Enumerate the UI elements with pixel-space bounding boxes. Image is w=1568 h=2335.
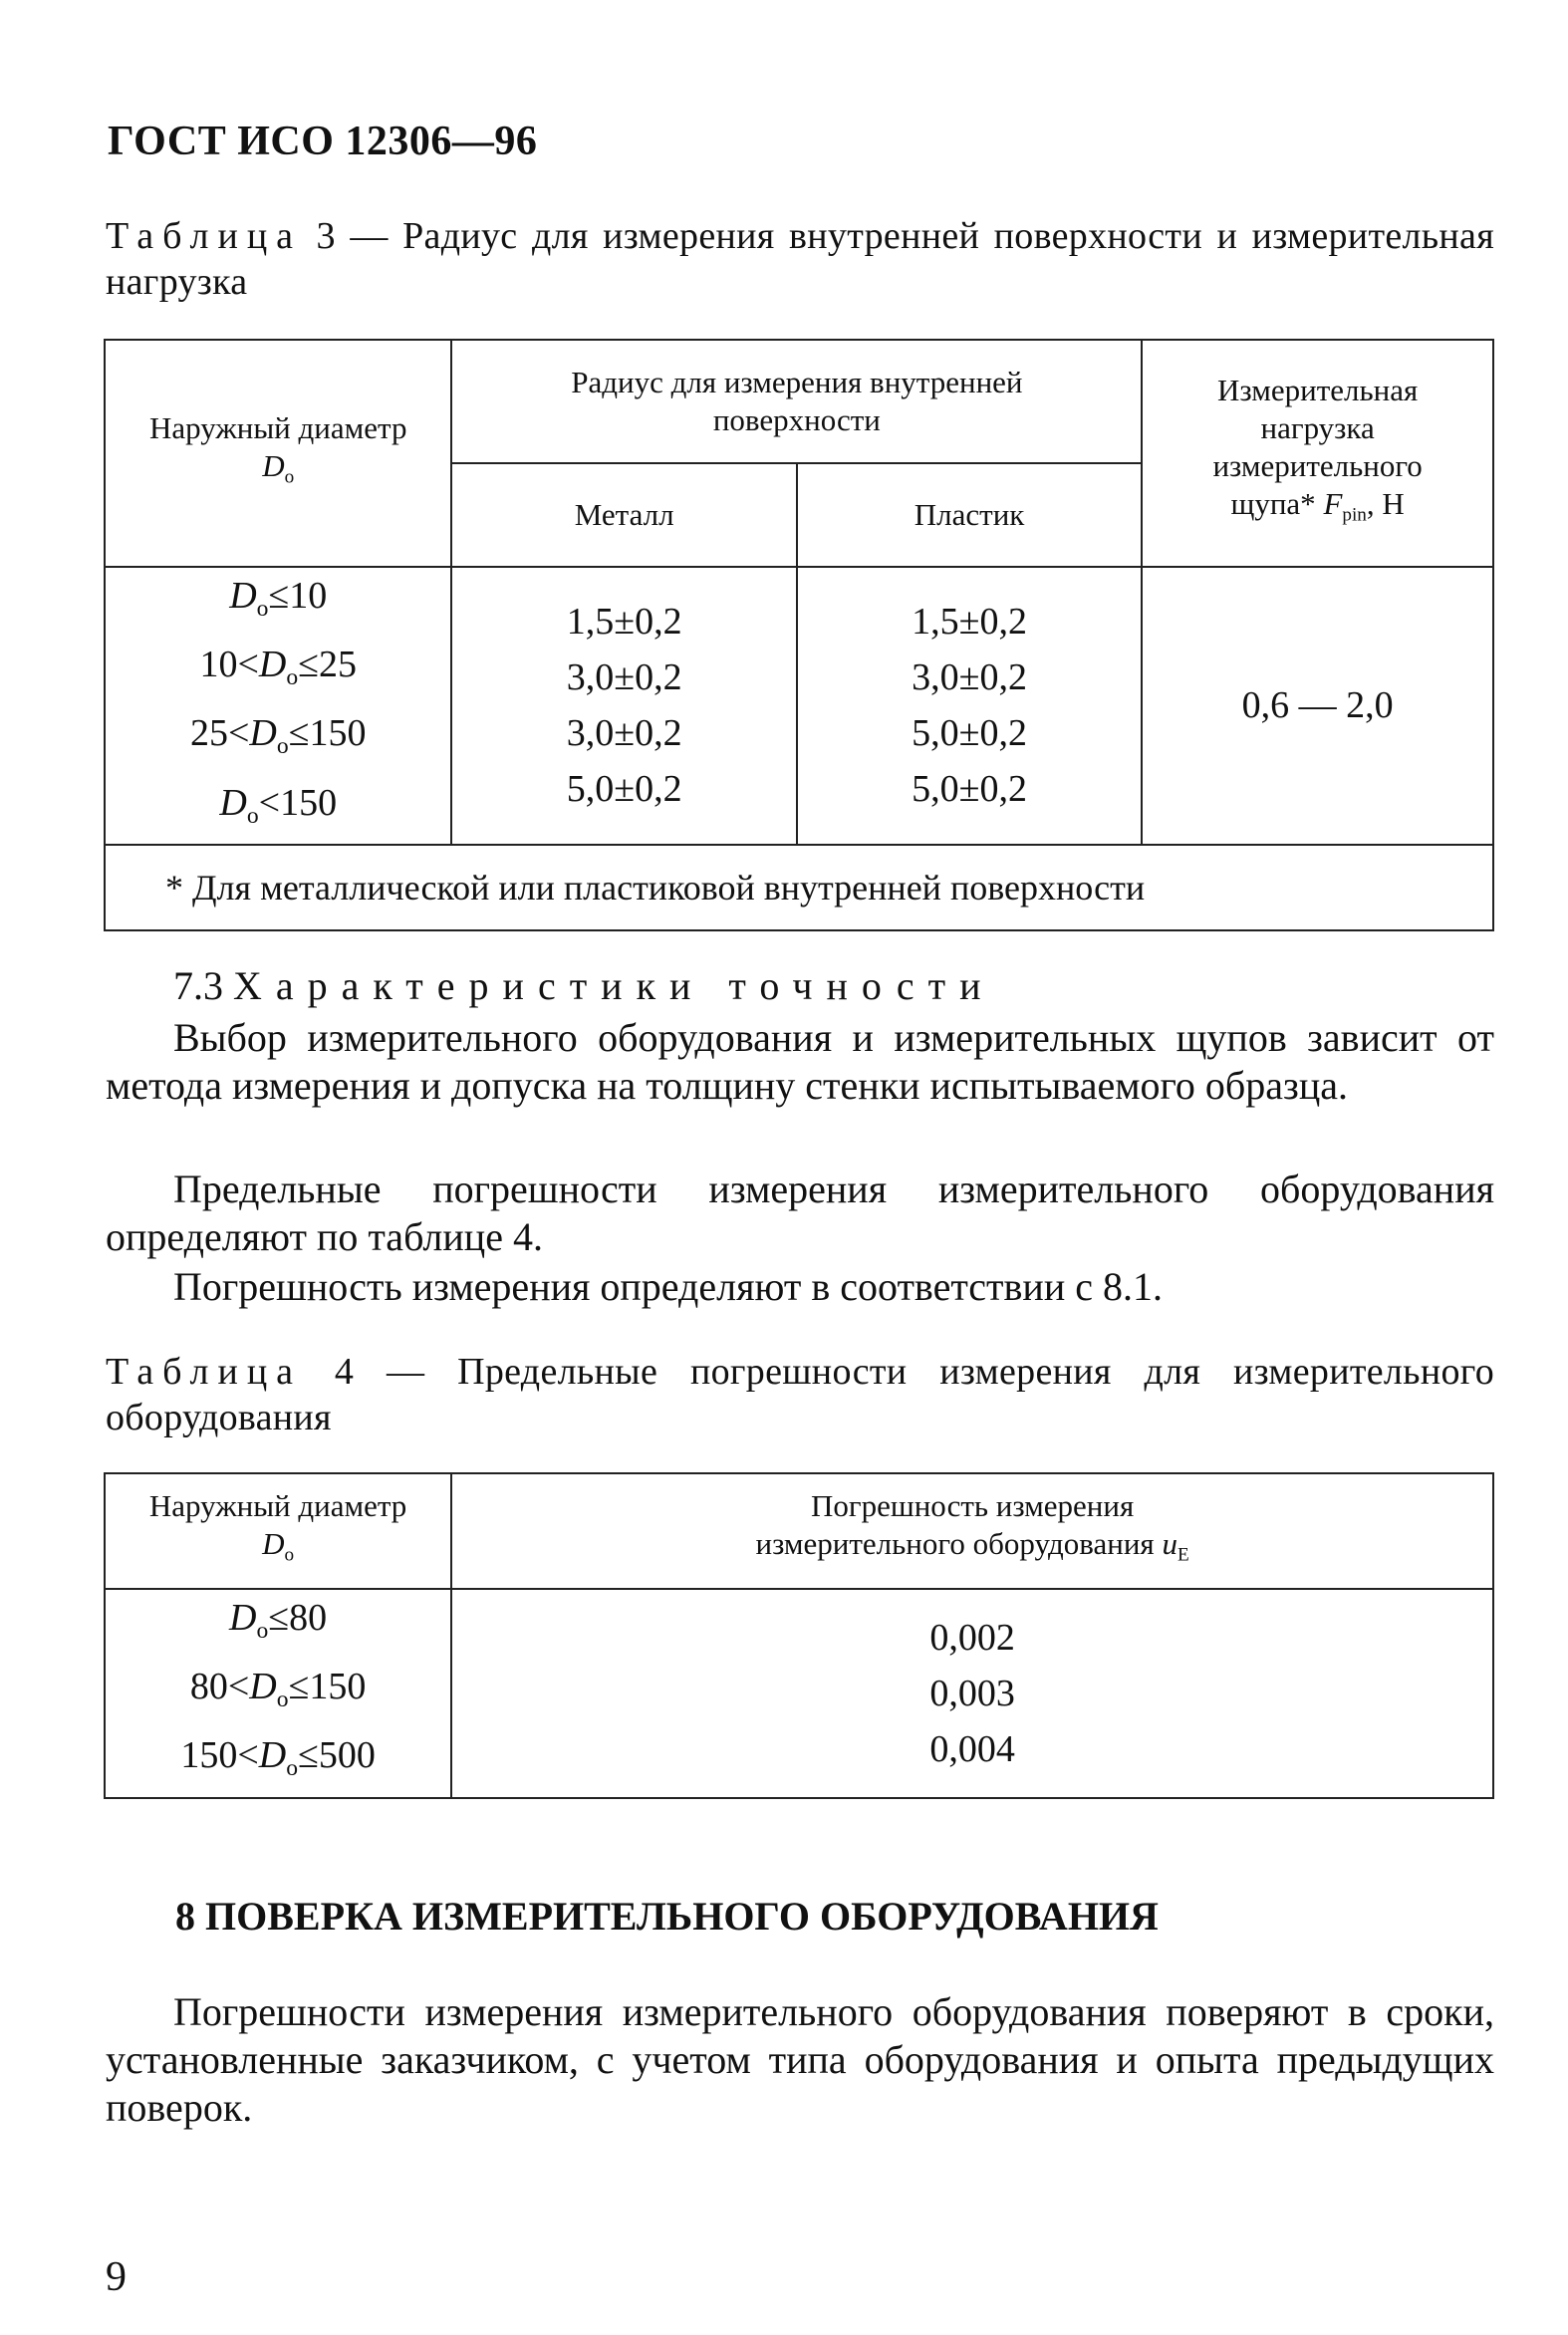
table3-header-radius-label: Радиус для измерения внутренней поверхности xyxy=(571,365,1023,437)
section8-title: 8 ПОВЕРКА ИЗМЕРИТЕЛЬНОГО ОБОРУДОВАНИЯ xyxy=(175,1894,1159,1939)
outer-diameter-symbol: D xyxy=(258,1734,287,1777)
table3-caption-word: Таблица xyxy=(106,215,303,257)
table3-metal-value: 3,0±0,2 xyxy=(566,656,682,699)
table3-metal-value: 1,5±0,2 xyxy=(566,601,682,644)
outer-diameter-subscript: o xyxy=(276,733,289,760)
table3-diameter-row-4 xyxy=(106,775,450,844)
table4-caption xyxy=(106,1349,1494,1440)
outer-diameter-subscript: o xyxy=(256,596,269,623)
table3-caption-text: 3 — Радиус для измерения внутренней поверхности и измерительная нагрузка xyxy=(106,215,1494,303)
table4-error-value: 0,003 xyxy=(929,1672,1015,1714)
table3-plastic-column xyxy=(797,567,1142,845)
table4-diameter-row-3 xyxy=(106,1727,450,1796)
table3-diameter-row-1 xyxy=(106,568,450,637)
table4-diameter-row-1 xyxy=(106,1590,450,1659)
error-symbol: u xyxy=(1162,1526,1177,1562)
outer-diameter-symbol: D xyxy=(249,712,277,755)
table4-caption-word: Таблица xyxy=(106,1351,303,1393)
outer-diameter-subscript: o xyxy=(246,802,259,829)
page-number: 9 xyxy=(106,2254,127,2300)
load-subscript: pin xyxy=(1342,504,1367,526)
outer-diameter-symbol: D xyxy=(262,448,285,484)
table3-header-outer-diameter xyxy=(105,340,451,567)
table3-footnote: * Для металлической или пластиковой внутренней поверхности xyxy=(105,845,1493,930)
table3-header-load xyxy=(1142,340,1493,567)
table3-header-load-content xyxy=(1143,372,1492,535)
outer-diameter-subscript: o xyxy=(276,1686,289,1713)
table4-error-value: 0,002 xyxy=(929,1616,1015,1659)
outer-diameter-symbol: D xyxy=(258,644,287,686)
table3-header-outer-diameter-label: Наружный диаметр xyxy=(149,410,407,446)
d-suffix: ≤150 xyxy=(288,712,367,755)
section73-title: Характеристики точности xyxy=(233,963,995,1008)
table4-header-error xyxy=(451,1473,1493,1589)
outer-diameter-subscript: o xyxy=(284,466,295,488)
outer-diameter-subscript: o xyxy=(256,1618,269,1645)
table3-diameter-row-2 xyxy=(106,637,450,705)
table4-caption-text: 4 — Предельные погрешности измерения для измерительного оборудования xyxy=(106,1351,1494,1438)
table3-caption xyxy=(106,213,1494,305)
d-prefix: 25< xyxy=(189,712,250,755)
table3 xyxy=(104,339,1494,931)
outer-diameter-symbol: D xyxy=(262,1526,285,1562)
outer-diameter-symbol: D xyxy=(229,1597,257,1639)
table4-header-error-content xyxy=(452,1487,1492,1575)
section73-paragraph-1: Выбор измерительного оборудования и измерительных щупов зависит от метода измерения и допуска на толщину стенки испытываемого образца. xyxy=(106,1015,1494,1108)
d-suffix: ≤10 xyxy=(268,575,328,617)
table3-plastic-value: 5,0±0,2 xyxy=(912,768,1027,811)
outer-diameter-subscript: o xyxy=(286,1755,298,1782)
outer-diameter-subscript: o xyxy=(284,1544,295,1566)
section73-paragraph-3: Погрешность измерения определяют в соответствии с 8.1. xyxy=(173,1264,1163,1309)
table3-diameter-column xyxy=(105,567,451,845)
d-suffix: ≤80 xyxy=(268,1597,328,1639)
outer-diameter-symbol: D xyxy=(219,781,247,824)
d-prefix: 80< xyxy=(189,1666,250,1708)
outer-diameter-symbol: D xyxy=(249,1666,277,1708)
section73-heading xyxy=(173,962,1494,1010)
d-suffix: <150 xyxy=(258,781,338,824)
d-suffix: ≤500 xyxy=(298,1734,376,1777)
table3-plastic-value: 5,0±0,2 xyxy=(912,712,1027,755)
outer-diameter-symbol: D xyxy=(229,575,257,617)
table3-header-radius xyxy=(451,340,1142,463)
table3-load-value: 0,6 — 2,0 xyxy=(1142,567,1493,845)
d-suffix: ≤150 xyxy=(288,1666,367,1708)
table3-metal-value: 3,0±0,2 xyxy=(566,712,682,755)
document-header: ГОСТ ИСО 12306—96 xyxy=(108,119,538,164)
table4-header-error-label: Погрешность измерения измерительного оборудования xyxy=(755,1488,1155,1562)
section73-number: 7.3 xyxy=(173,963,223,1008)
table4-header-outer-diameter-label: Наружный диаметр xyxy=(148,1488,407,1524)
table3-header-load-label: Измерительная нагрузка измерительного щупа* xyxy=(1212,373,1423,522)
d-prefix: 10< xyxy=(199,644,259,686)
table4-error-value: 0,004 xyxy=(929,1727,1015,1770)
table3-metal-value: 5,0±0,2 xyxy=(566,768,682,811)
table4-header-outer-diameter xyxy=(105,1473,451,1589)
table3-header-plastic: Пластик xyxy=(797,463,1142,567)
load-symbol: F xyxy=(1323,486,1343,522)
table3-plastic-value: 3,0±0,2 xyxy=(912,656,1027,699)
table4-diameter-column xyxy=(105,1589,451,1798)
table3-metal-column xyxy=(451,567,796,845)
load-unit: , Н xyxy=(1366,486,1405,522)
section73-paragraph-2: Предельные погрешности измерения измерительного оборудования определяют по таблице 4. xyxy=(106,1167,1494,1259)
table3-header-metal: Металл xyxy=(451,463,796,567)
table4-diameter-row-2 xyxy=(106,1659,450,1727)
d-prefix: 150< xyxy=(180,1734,259,1777)
outer-diameter-subscript: o xyxy=(286,664,299,691)
section8-paragraph-1: Погрешности измерения измерительного оборудования поверяют в сроки, установленные заказчиком, с учетом типа оборудования и опыта предыдущих поверок. xyxy=(106,1989,1494,2130)
error-subscript: E xyxy=(1176,1544,1189,1566)
d-suffix: ≤25 xyxy=(298,644,357,686)
table3-plastic-value: 1,5±0,2 xyxy=(912,601,1027,644)
table4 xyxy=(104,1472,1494,1799)
table3-diameter-row-3 xyxy=(106,705,450,774)
table4-error-column xyxy=(451,1589,1493,1798)
